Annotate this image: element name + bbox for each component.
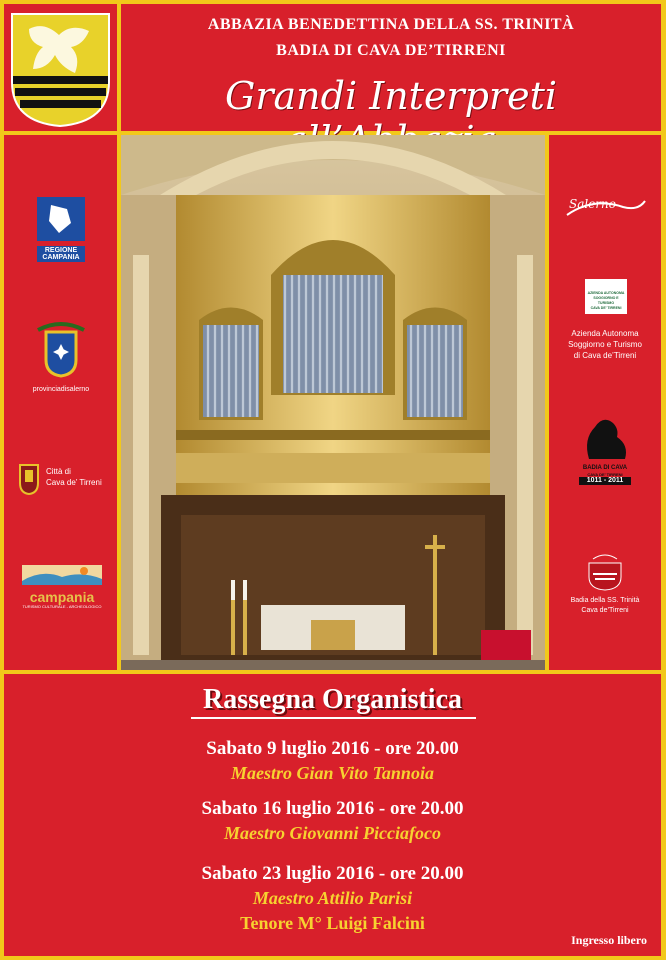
regione-campania-label: REGIONE CAMPANIA — [37, 246, 85, 262]
abbey-coat-of-arms-icon — [585, 553, 625, 591]
badia-line-3: 1011 - 2011 — [579, 477, 631, 485]
badia-anniversary-logo — [579, 415, 631, 485]
header-panel — [121, 4, 661, 131]
concert-3-performer: Maestro Attilio Parisi — [252, 888, 413, 908]
organ-photo — [121, 135, 545, 670]
right-sponsor-column — [549, 135, 661, 670]
series-underline — [191, 717, 476, 719]
citta-label-2: Cava de’ Tirreni — [46, 478, 102, 487]
abbey-location: BADIA DI CAVA DE’TIRRENI — [276, 42, 506, 59]
crest-panel — [4, 4, 117, 131]
aast-line-2: Soggiorno e Turismo — [568, 340, 642, 349]
concert-2-date: Sabato 16 luglio 2016 - ore 20.00 — [201, 798, 464, 819]
monk-silhouette-icon — [579, 415, 631, 459]
abbey-crest-icon — [4, 4, 117, 131]
abbey-name: ABBAZIA BENEDETTINA DELLA SS. TRINITÀ — [207, 16, 575, 33]
campania-turismo-logo — [22, 565, 102, 609]
badia-ss-trinita-logo — [549, 553, 661, 616]
provincia-logo — [32, 320, 90, 394]
campania-label: campania — [29, 589, 95, 605]
badia-line-1: BADIA DI CAVA — [582, 465, 628, 471]
event-panel — [4, 674, 661, 956]
regione-campania-logo — [37, 197, 85, 262]
ss-line-2: Cava de’Tirreni — [581, 607, 629, 614]
aast-badge — [585, 279, 627, 314]
concert-3-date: Sabato 23 luglio 2016 - ore 20.00 — [201, 863, 464, 884]
salerno-label: Salerno — [569, 197, 617, 211]
campania-sub-label: TURISMO CULTURALE - ARCHEOLOGICO — [22, 604, 102, 609]
aast-badge-line-1: AZIENDA AUTONOMA — [587, 291, 625, 295]
concert-2-performer: Maestro Giovanni Picciafoco — [224, 823, 441, 843]
admission-note: Ingresso libero — [571, 933, 647, 947]
church-organ-image — [121, 135, 545, 670]
provincia-crest-icon — [32, 320, 90, 380]
aast-text — [549, 328, 661, 361]
ss-line-1: Badia della SS. Trinità — [570, 597, 640, 604]
series-title: Rassegna Organistica — [203, 684, 462, 715]
page-title: Grandi Interpreti — [224, 74, 558, 118]
aast-badge-line-3: CAVA DE’ TIRRENI — [590, 306, 622, 310]
citta-cava-logo — [18, 461, 108, 495]
aast-line-1: Azienda Autonoma — [571, 329, 639, 338]
aast-badge-line-2: SOGGIORNO E TURISMO — [593, 296, 619, 305]
badia-line-2: CAVA DE’ TIRRENI — [587, 472, 623, 477]
left-sponsor-column — [4, 135, 117, 670]
concert-3-tenor: Tenore M° Luigi Falcini — [240, 913, 425, 933]
salerno-logo — [563, 193, 649, 228]
provincia-label: provinciadisalerno — [32, 386, 90, 393]
aast-line-3: di Cava de’Tirreni — [573, 351, 637, 360]
citta-crest-icon — [18, 461, 40, 495]
regione-campania-icon — [37, 197, 85, 241]
campania-landscape-icon — [22, 565, 102, 585]
concert-1-performer: Maestro Gian Vito Tannoia — [231, 763, 434, 783]
citta-label-1: Città di — [46, 467, 71, 476]
concert-1-date: Sabato 9 luglio 2016 - ore 20.00 — [206, 738, 459, 759]
